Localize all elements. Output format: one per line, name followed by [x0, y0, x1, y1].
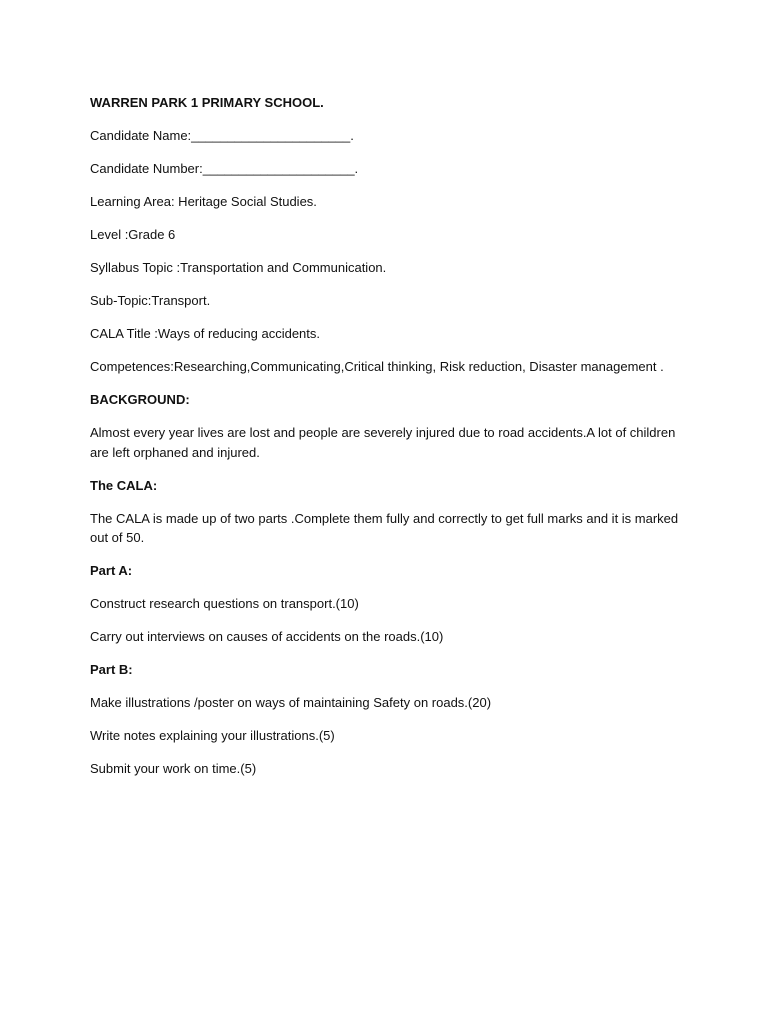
cala-text: The CALA is made up of two parts .Complete them fully and correctly to get full marks and it is marked out of 50.: [90, 510, 679, 545]
part-a-item: Construct research questions on transport.(10): [90, 596, 359, 611]
part-a-heading: Part A:: [90, 563, 133, 578]
cala-title: CALA Title :Ways of reducing accidents.: [90, 326, 321, 341]
sub-topic: Sub-Topic:Transport.: [90, 293, 211, 308]
cala-heading: The CALA:: [90, 477, 158, 493]
learning-area: Learning Area: Heritage Social Studies.: [90, 194, 317, 209]
background-text: Almost every year lives are lost and people are severely injured due to road accidents.A lot of children are left orphaned and injured.: [90, 425, 676, 460]
document-body: [90, 93, 680, 792]
syllabus-topic: Syllabus Topic :Transportation and Communication.: [90, 260, 387, 275]
competences: Competences:Researching,Communicating,Critical thinking, Risk reduction, Disaster management .: [90, 359, 664, 374]
part-b-item: Make illustrations /poster on ways of maintaining Safety on roads.(20): [90, 695, 492, 710]
candidate-number-line: Candidate Number:_____________________.: [90, 161, 359, 176]
part-b-heading: Part B:: [90, 662, 133, 677]
school-name: WARREN PARK 1 PRIMARY SCHOOL.: [90, 95, 324, 110]
candidate-name-line: Candidate Name:______________________.: [90, 128, 354, 143]
background-heading: BACKGROUND:: [90, 392, 190, 407]
part-a-item: Carry out interviews on causes of accidents on the roads.(10): [90, 629, 444, 644]
part-b-item: Submit your work on time.(5): [90, 761, 257, 776]
part-b-item: Write notes explaining your illustrations.(5): [90, 728, 335, 743]
level: Level :Grade 6: [90, 227, 176, 242]
